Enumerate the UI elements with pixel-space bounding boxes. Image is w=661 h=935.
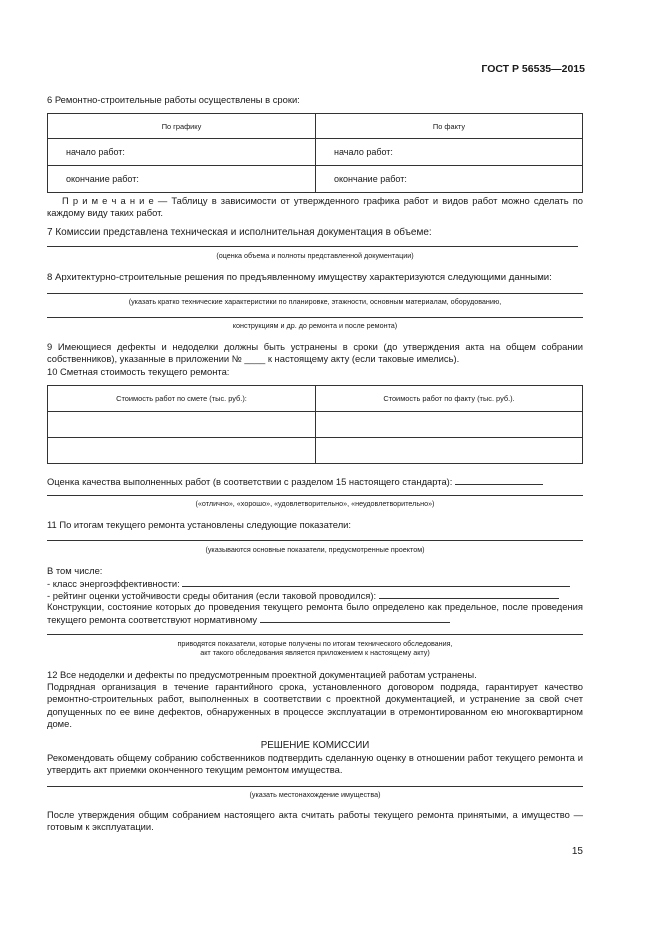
quality-fill-line[interactable] [455, 475, 543, 485]
structures-caption-2: акт такого обследования является приложением к настоящему акту) [200, 648, 430, 657]
cost-cell-estimate-2[interactable] [48, 438, 316, 464]
decision-final: После утверждения общим собранием настоящего акта считать работы текущего ремонта принятыми, а имущество — готовым к эксплуатации. [47, 809, 583, 833]
cost-col-actual: Стоимость работ по факту (тыс. руб.). [316, 386, 583, 412]
standard-code: ГОСТ Р 56535—2015 [481, 63, 585, 75]
section-11-caption: (указываются основные показатели, предусмотренные проектом) [205, 545, 425, 554]
location-fill-line[interactable] [47, 786, 583, 787]
quality-label: Оценка качества выполненных работ (в соответствии с разделом 15 настоящего стандарта): [47, 476, 453, 487]
note-text: Таблицу в зависимости от утвержденного графика работ и видов работ можно сделать по каждому виду таких работ. [47, 195, 584, 219]
quality-fill-line-2[interactable] [47, 495, 583, 496]
section-8-fill-line-2[interactable] [47, 317, 583, 318]
structures-fill-line-2[interactable] [47, 634, 583, 635]
page-number: 15 [571, 846, 583, 857]
including-label: В том числе: [47, 565, 103, 576]
cost-cell-actual-1[interactable] [316, 412, 583, 438]
section-8-fill-line-1[interactable] [47, 293, 583, 294]
section-11-text: 11 По итогам текущего ремонта установлены следующие показатели: [47, 519, 352, 530]
rating-label: - рейтинг оценки устойчивости среды обитания (если таковой проводился): [47, 590, 377, 601]
section-6-title: 6 Ремонтно-строительные работы осуществлены в сроки: [47, 94, 300, 105]
section-6-note [47, 195, 583, 220]
location-caption: (указать местонахождение имущества) [249, 790, 381, 799]
section-7-fill-line[interactable] [47, 246, 578, 247]
schedule-end-fact: окончание работ: [316, 166, 583, 193]
section-10-text: 10 Сметная стоимость текущего ремонта: [47, 366, 230, 377]
section-11-fill-line[interactable] [47, 540, 583, 541]
section-7-caption: (оценка объема и полноты представленной документации) [216, 251, 414, 260]
structures-fill-line[interactable] [260, 613, 450, 623]
cost-col-estimate: Стоимость работ по смете (тыс. руб.): [48, 386, 316, 412]
cost-cell-estimate-1[interactable] [48, 412, 316, 438]
cost-table [47, 385, 583, 464]
quality-text [47, 475, 583, 488]
section-8-text: 8 Архитектурно-строительные решения по предъявленному имуществу характеризуются следующими данными: [47, 272, 552, 283]
section-7-text: 7 Комиссии представлена техническая и исполнительная документация в объеме: [47, 227, 432, 238]
quality-caption: («отлично», «хорошо», «удовлетворительно», «неудовлетворительно») [195, 499, 435, 508]
schedule-end-plan: окончание работ: [48, 166, 316, 193]
schedule-table [47, 113, 583, 193]
cost-cell-actual-2[interactable] [316, 438, 583, 464]
structures-label: Конструкции, состояние которых до проведения текущего ремонта было определено как предельное, после проведения текущего ремонта соответствуют нормативному [47, 601, 583, 626]
energy-class-label: - класс энергоэффективности: [47, 578, 180, 589]
section-8-caption-2: конструкциям и др. до ремонта и после ремонта) [232, 321, 398, 330]
note-label: П р и м е ч а н и е — [62, 195, 168, 206]
rating-fill-line[interactable] [379, 589, 559, 599]
schedule-col-plan: По графику [48, 114, 316, 139]
section-8-caption-1: (указать кратко технические характеристики по планировке, этажности, основным материалам, оборудованию, [128, 297, 502, 306]
schedule-start-plan: начало работ: [48, 139, 316, 166]
schedule-col-fact: По факту [316, 114, 583, 139]
schedule-start-fact: начало работ: [316, 139, 583, 166]
section-12-text-2: Подрядная организация в течение гарантийного срока, установленного договором подряда, гарантирует качество ремонтно-строительных работ, выполненных в соответствии с проектной документацией, и устранение за свой счет допущенных по ее вине дефектов, обнаруженных в процессе эксплуатации в отремонтированном ею многоквартирном доме. [47, 681, 583, 729]
structures-text [47, 601, 583, 627]
section-9-text: 9 Имеющиеся дефекты и недоделки должны быть устранены в сроки (до утверждения акта на общем собрании собственников), указанные в приложении № ____ к настоящему акту (если таковые имелись). [47, 341, 583, 365]
structures-caption-1: приводятся показатели, которые получены по итогам технического обследования, [177, 639, 453, 648]
decision-title: РЕШЕНИЕ КОМИССИИ [260, 740, 370, 751]
section-12-text-1: 12 Все недоделки и дефекты по предусмотренным проектной документацией работам устранены. [47, 669, 477, 680]
decision-text: Рекомендовать общему собранию собственников подтвердить сделанную оценку в отношении работ текущего ремонта и утвердить акт приемки оконченного текущим ремонтом имущества. [47, 752, 583, 776]
energy-class-fill-line[interactable] [182, 577, 570, 587]
